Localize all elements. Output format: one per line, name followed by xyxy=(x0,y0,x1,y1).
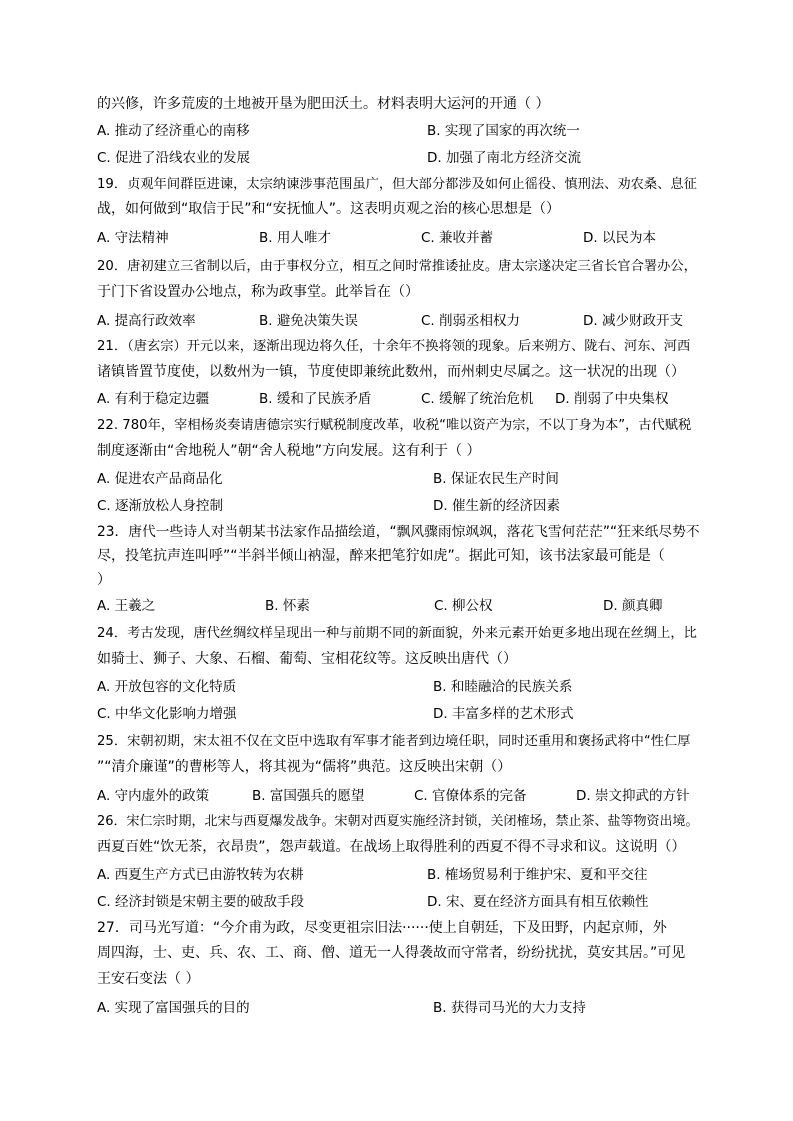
q20-option-a: A. 提高行政效率 xyxy=(97,313,196,329)
q26-stem-line1: 26．宋仁宗时期，北宋与西夏爆发战争。宋朝对西夏实施经济封锁，关闭榷场，禁止茶、盐等物资出境。 xyxy=(97,814,699,829)
q23-option-c: C. 柳公权 xyxy=(434,598,493,614)
q23-stem-line2: 尽，投笔抗声连叫呼”“半斜半倾山衲湿，醉来把笔狞如虎”。据此可知，该书法家最可能是（ xyxy=(97,548,665,564)
q25-option-b: B. 富国强兵的愿望 xyxy=(252,788,365,804)
q26-stem-line2: 西夏百姓“饮无茶，衣昂贵”，怨声载道。在战场上取得胜利的西夏不得不寻求和议。这说明（） xyxy=(97,839,686,855)
q24-option-c: C. 中华文化影响力增强 xyxy=(97,706,237,722)
q21-stem-line2: 诸镇皆置节度使，以数州为一镇，节度使即兼统此数州，而州刺史尽属之。这一状况的出现（） xyxy=(97,364,685,380)
q27-stem-line1: 27．司马光写道：“今介甫为政，尽变更祖宗旧法······使上自朝廷，下及田野，内起京师，外 xyxy=(97,920,667,936)
q25-stem-line2: ”“清介廉谨”的曹彬等人，将其视为“儒将”典范。这反映出宋朝（） xyxy=(97,759,512,775)
q23-option-b: B. 怀素 xyxy=(265,598,310,614)
q26-option-d: D. 宋、夏在经济方面具有相互依赖性 xyxy=(427,894,649,910)
q22-option-a: A. 促进农产品商品化 xyxy=(97,471,223,487)
q21-option-d: D. 削弱了中央集权 xyxy=(555,391,669,407)
q23-stem-line3: ） xyxy=(97,572,111,588)
q18-option-a: A. 推动了经济重心的南移 xyxy=(97,123,250,139)
q25-option-d: D. 崇文抑武的方针 xyxy=(576,788,690,804)
q26-option-b: B. 榷场贸易利于维护宋、夏和平交往 xyxy=(427,867,648,883)
q22-option-d: D. 催生新的经济因素 xyxy=(433,498,560,514)
q19-option-b: B. 用人唯才 xyxy=(259,230,331,246)
q27-option-b: B. 获得司马光的大力支持 xyxy=(433,1000,586,1016)
q23-option-d: D. 颜真卿 xyxy=(603,598,663,614)
q22-stem-line2: 制度逐渐由“舍地税人”朝“舍人税地”方向发展。这有利于（ ） xyxy=(97,443,481,459)
q20-option-d: D. 减少财政开支 xyxy=(583,313,683,329)
q22-stem-line1: 22. 780年，宰相杨炎奏请唐德宗实行赋税制度改革，收税“唯以资产为宗，不以丁身为本”，古代赋税 xyxy=(97,418,692,433)
q21-option-a: A. 有利于稳定边疆 xyxy=(97,391,210,407)
q20-option-b: B. 避免决策失误 xyxy=(259,313,358,329)
q27-stem-line3: 王安石变法（ ） xyxy=(97,971,200,987)
q18-option-b: B. 实现了国家的再次统一 xyxy=(427,123,580,139)
q27-option-a: A. 实现了富国强兵的目的 xyxy=(97,1000,250,1016)
q21-stem-line1: 21．（唐玄宗）开元以来，逐渐出现边将久任，十余年不换将领的现象。后来朔方、陇右、河东、河西 xyxy=(97,339,691,354)
q20-stem-line1: 20．唐初建立三省制以后，由于事权分立，相互之间时常推诿扯皮。唐太宗遂决定三省长官合署办公， xyxy=(97,259,697,274)
q27-stem-line2: 周四海，士、吏、兵、农、工、商、僧、道无一人得袭故而守常者，纷纷扰扰，莫安其居。”可见 xyxy=(97,945,686,961)
q19-stem-line1: 19．贞观年间群臣进谏，太宗纳谏涉事范围虽广，但大部分都涉及如何止徭役、慎刑法、劝农桑、息征 xyxy=(97,177,697,192)
q18-stem-end: 的兴修，许多荒废的土地被开垦为肥田沃土。材料表明大运河的开通（ ） xyxy=(97,96,550,112)
q25-option-a: A. 守内虚外的政策 xyxy=(97,788,210,804)
q24-option-d: D. 丰富多样的艺术形式 xyxy=(433,706,574,722)
q18-option-d: D. 加强了南北方经济交流 xyxy=(427,150,581,166)
q21-option-b: B. 缓和了民族矛盾 xyxy=(259,391,372,407)
q19-stem-line2: 战，如何做到“取信于民”和“安抚恤人”。这表明贞观之治的核心思想是（） xyxy=(97,201,561,217)
q25-stem-line1: 25．宋朝初期，宋太祖不仅在文臣中选取有军事才能者到边境任职，同时还重用和褒扬武将中“性仁厚 xyxy=(97,734,691,749)
q26-option-a: A. 西夏生产方式已由游牧转为农耕 xyxy=(97,867,304,883)
q24-option-a: A. 开放包容的文化特质 xyxy=(97,679,237,695)
q21-option-c: C. 缓解了统治危机 xyxy=(421,391,534,407)
q25-option-c: C. 官僚体系的完备 xyxy=(414,788,527,804)
q24-option-b: B. 和睦融洽的民族关系 xyxy=(433,679,573,695)
q19-option-d: D. 以民为本 xyxy=(583,230,656,246)
q23-stem-line1: 23．唐代一些诗人对当朝某书法家作品描绘道，“飘风骤雨惊飒飒，落花飞雪何茫茫”“狂来纸尽势不 xyxy=(97,524,700,540)
q19-option-c: C. 兼收并蓄 xyxy=(421,230,494,246)
q23-option-a: A. 王羲之 xyxy=(97,598,156,614)
q18-option-c: C. 促进了沿线农业的发展 xyxy=(97,150,251,166)
q20-stem-line2: 于门下省设置办公地点，称为政事堂。此举旨在（） xyxy=(97,284,419,300)
q24-stem-line2: 如骑士、狮子、大象、石榴、葡萄、宝相花纹等。这反映出唐代（） xyxy=(97,651,517,667)
q22-option-c: C. 逐渐放松人身控制 xyxy=(97,498,224,514)
q19-option-a: A. 守法精神 xyxy=(97,230,169,246)
q20-option-c: C. 削弱丞相权力 xyxy=(421,313,521,329)
q26-option-c: C. 经济封锁是宋朝主要的破敌手段 xyxy=(97,894,305,910)
q24-stem-line1: 24．考古发现，唐代丝绸纹样呈现出一种与前期不同的新面貌，外来元素开始更多地出现在丝绸上，比 xyxy=(97,626,697,641)
q22-option-b: B. 保证农民生产时间 xyxy=(433,471,559,487)
